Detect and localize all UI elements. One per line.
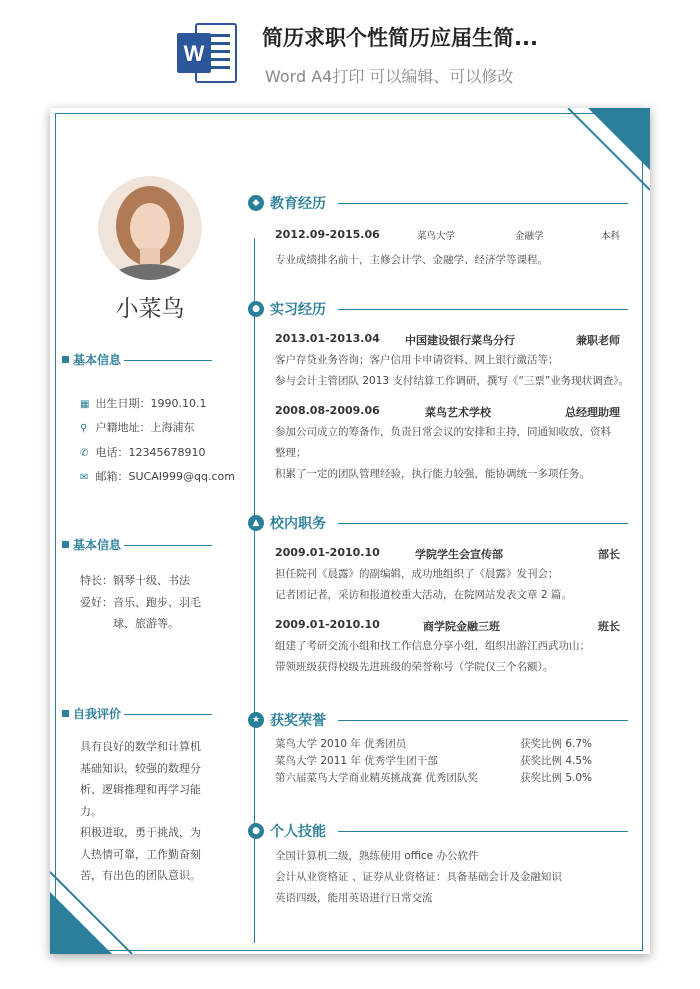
skills-list: 全国计算机二级，熟练使用 office 办公软件 会计从业资格证 、证券从业资格证：具备基础会计及金融知识 英语四级，能用英语进行日常交流 [275,850,562,904]
internship-entry: 2008.08-2009.06 菜鸟艺术学校 总经理助理 参加公司成立的筹备作，负责日常会议的安排和主持，同通知收放，资料 整理； 积累了一定的团队管理经验，执行能力较强，能协调统一多项任务。 [275,404,620,480]
award-row: 菜鸟大学 2011 年 优秀学生团干部 获奖比例 4.5% [275,755,593,767]
document-header [0,0,700,100]
person-icon: ● [248,823,264,839]
trophy-icon: ★ [248,712,264,728]
phone-icon: ✆ [80,448,89,459]
svg-text:W: W [183,41,205,66]
internship-entry: 2013.01-2013.04 中国建设银行菜鸟分行 兼职老师 客户存贷业务咨询；客户信用卡申请资料、网上银行激活等； 参与会计主管团队 2013 支付结算工作调研，撰写《“三票”业务现状调查》。 [275,332,630,387]
candidate-name: 小菜鸟 [115,296,185,322]
awards-list [275,736,620,787]
award-row: 菜鸟大学 2010 年 优秀团员 获奖比例 6.7% [275,738,593,750]
education-heading: ◆ 教育经历 [248,193,628,217]
hobbies-heading: 基本信息 [62,536,212,553]
avatar [98,176,202,280]
email-row: ✉ 邮箱：SUCAI999@qq.com [80,470,235,483]
skills-heading: ● 个人技能 [248,821,628,845]
basic-info-heading: 基本信息 [62,351,212,368]
awards-heading: ★ 获奖荣誉 [248,710,628,734]
campus-entry: 2009.01-2010.10 商学院金融三班 班长 组建了考研交流小组和找工作信息分享小组，组织出游江西武功山； 带领班级获得校级先进班级的荣誉称号（学院仅三个名额）。 [275,618,620,673]
birth-date-row: ▦ 出生日期：1990.10.1 [80,397,207,410]
calendar-icon: ▦ [80,399,90,410]
house-icon: ▲ [248,515,264,531]
location-pin-icon: ⚲ [80,423,88,434]
campus-entry: 2009.01-2010.10 学院学生会宣传部 部长 担任院刊《晨露》的副编辑，成功地组织了《晨露》发刊会； 记者团记者，采访和报道校重大活动，在院网站发表文章 2 篇。 [275,546,620,601]
resume-page [50,108,650,954]
document-subtitle: Word A4打印 可以编辑、可以修改 [265,67,514,86]
internship-heading: ● 实习经历 [248,299,628,323]
education-entry: 2012.09-2015.06 菜鸟大学 金融学 本科 专业成绩排名前十，主修会计学、金融学、经济学等课程。 [275,228,620,266]
portrait-image [98,176,202,280]
self-eval-heading: 自我评价 [62,705,212,722]
hobbies-text: 特长：钢琴十级、书法 爱好：音乐、跑步、羽毛 球、旅游等。 [80,574,201,630]
corner-decoration-top-right [564,108,650,194]
word-icon [174,20,240,86]
graduation-cap-icon: ◆ [248,195,264,211]
address-row: ⚲ 户籍地址：上海浦东 [80,421,195,434]
document-title: 简历求职个性简历应届生简... [262,26,538,50]
self-eval-text: 具有良好的数学和计算机 基础知识，较强的数理分 析、逻辑推理和再学习能 力。 积极进取，勇于挑战，为 人热情可靠，工作勤奋刻 苦，有出色的团队意识。 [80,740,201,882]
mail-icon: ✉ [80,472,89,483]
person-icon: ● [248,301,264,317]
phone-row: ✆ 电话：12345678910 [80,446,206,459]
campus-heading: ▲ 校内职务 [248,513,628,537]
award-row: 第六届菜鸟大学商业精英挑战赛 优秀团队奖 获奖比例 5.0% [275,772,593,784]
